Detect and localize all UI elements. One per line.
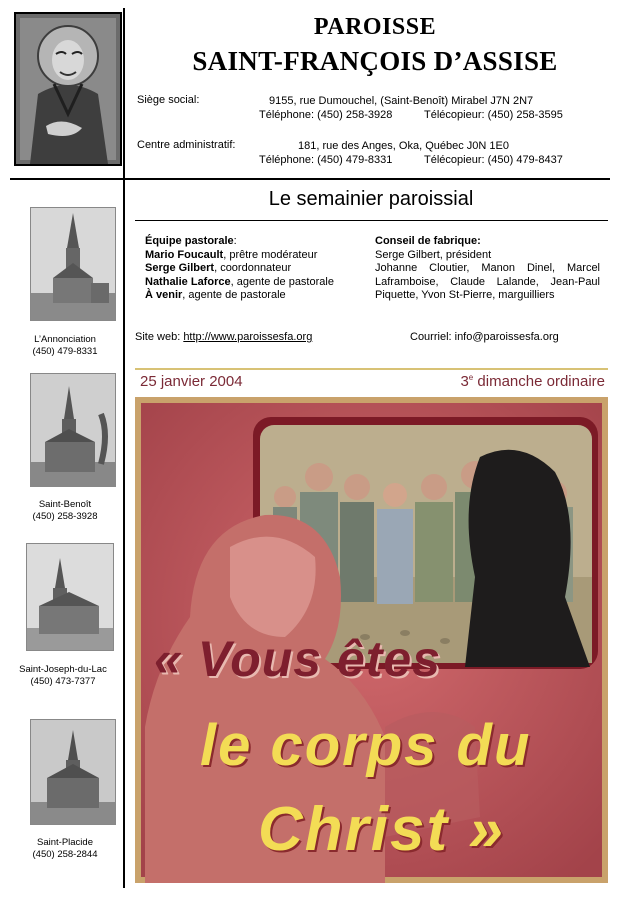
- siege-phone: Téléphone: (450) 258-3928: [259, 109, 393, 121]
- church-phone: (450) 258-3928: [32, 511, 98, 522]
- church-name: L’Annonciation: [34, 334, 96, 345]
- parish-title-line1: PAROISSE: [313, 14, 437, 40]
- conseil-fabrique: [375, 235, 600, 303]
- church-phone: (450) 479-8331: [32, 346, 98, 357]
- headline-line3: Christ »: [258, 795, 505, 864]
- bulletin-subtitle: Le semainier paroissial: [268, 188, 474, 210]
- siege-address: 9155, rue Dumouchel, (Saint-Benoît) Mirabel J7N 2N7: [269, 95, 534, 107]
- church-phone: (450) 258-2844: [32, 849, 98, 860]
- equipe-heading-colon: :: [233, 235, 237, 247]
- subtitle-underline: [135, 220, 608, 221]
- conseil-heading: Conseil de fabrique:: [375, 235, 481, 247]
- centre-label: Centre administratif:: [137, 139, 236, 151]
- centre-phone: Téléphone: (450) 479-8331: [259, 154, 393, 166]
- equipe-member: À venir, agente de pastorale: [145, 289, 286, 301]
- church-phone: (450) 473-7377: [30, 676, 96, 687]
- saint-francis-portrait: [14, 12, 122, 166]
- website-line: [135, 331, 312, 343]
- website-label: Site web:: [135, 331, 181, 343]
- siege-label: Siège social:: [137, 94, 200, 106]
- website-link[interactable]: http://www.paroissesfa.org: [183, 331, 313, 343]
- church-photo-annonciation: [30, 207, 116, 321]
- church-photo-saint-joseph: [26, 543, 114, 651]
- parish-title-line2: SAINT-FRANÇOIS D’ASSISE: [192, 46, 558, 76]
- equipe-heading: Équipe pastorale: [145, 235, 234, 247]
- headline-line1: « Vous êtes: [154, 631, 442, 687]
- conseil-members: Johanne Cloutier, Manon Dinel, Marcel Laframboise, Claude Lalande, Jean-Paul Piquette, Yvon St-Pierre, marguilliers: [375, 262, 600, 301]
- church-name: Saint-Placide: [37, 837, 93, 848]
- church-caption: [10, 499, 120, 523]
- siege-fax: Télécopieur: (450) 258-3595: [424, 109, 563, 121]
- church-caption: [10, 837, 120, 861]
- header-divider: [10, 178, 610, 180]
- email-line: Courriel: info@paroissesfa.org: [410, 331, 559, 343]
- centre-address: 181, rue des Anges, Oka, Québec J0N 1E0: [298, 140, 509, 152]
- vertical-divider: [123, 8, 125, 888]
- equipe-pastorale: [145, 235, 360, 303]
- liturgical-sunday: 3e dimanche ordinaire: [460, 373, 605, 390]
- church-photo-saint-placide: [30, 719, 116, 825]
- church-caption: [10, 334, 120, 358]
- centre-fax: Télécopieur: (450) 479-8437: [424, 154, 563, 166]
- church-name: Saint-Benoît: [38, 499, 92, 510]
- equipe-member: Serge Gilbert, coordonnateur: [145, 262, 292, 274]
- church-photo-saint-benoit: [30, 373, 116, 487]
- church-name: Saint-Joseph-du-Lac: [19, 664, 107, 675]
- equipe-member: Mario Foucault, prêtre modérateur: [145, 248, 318, 261]
- bulletin-date: 25 janvier 2004: [140, 373, 243, 390]
- conseil-president: Serge Gilbert, président: [375, 248, 492, 261]
- equipe-member: Nathalie Laforce, agente de pastorale: [145, 275, 334, 288]
- headline-line2: le corps du: [200, 713, 532, 778]
- church-caption: [8, 664, 118, 688]
